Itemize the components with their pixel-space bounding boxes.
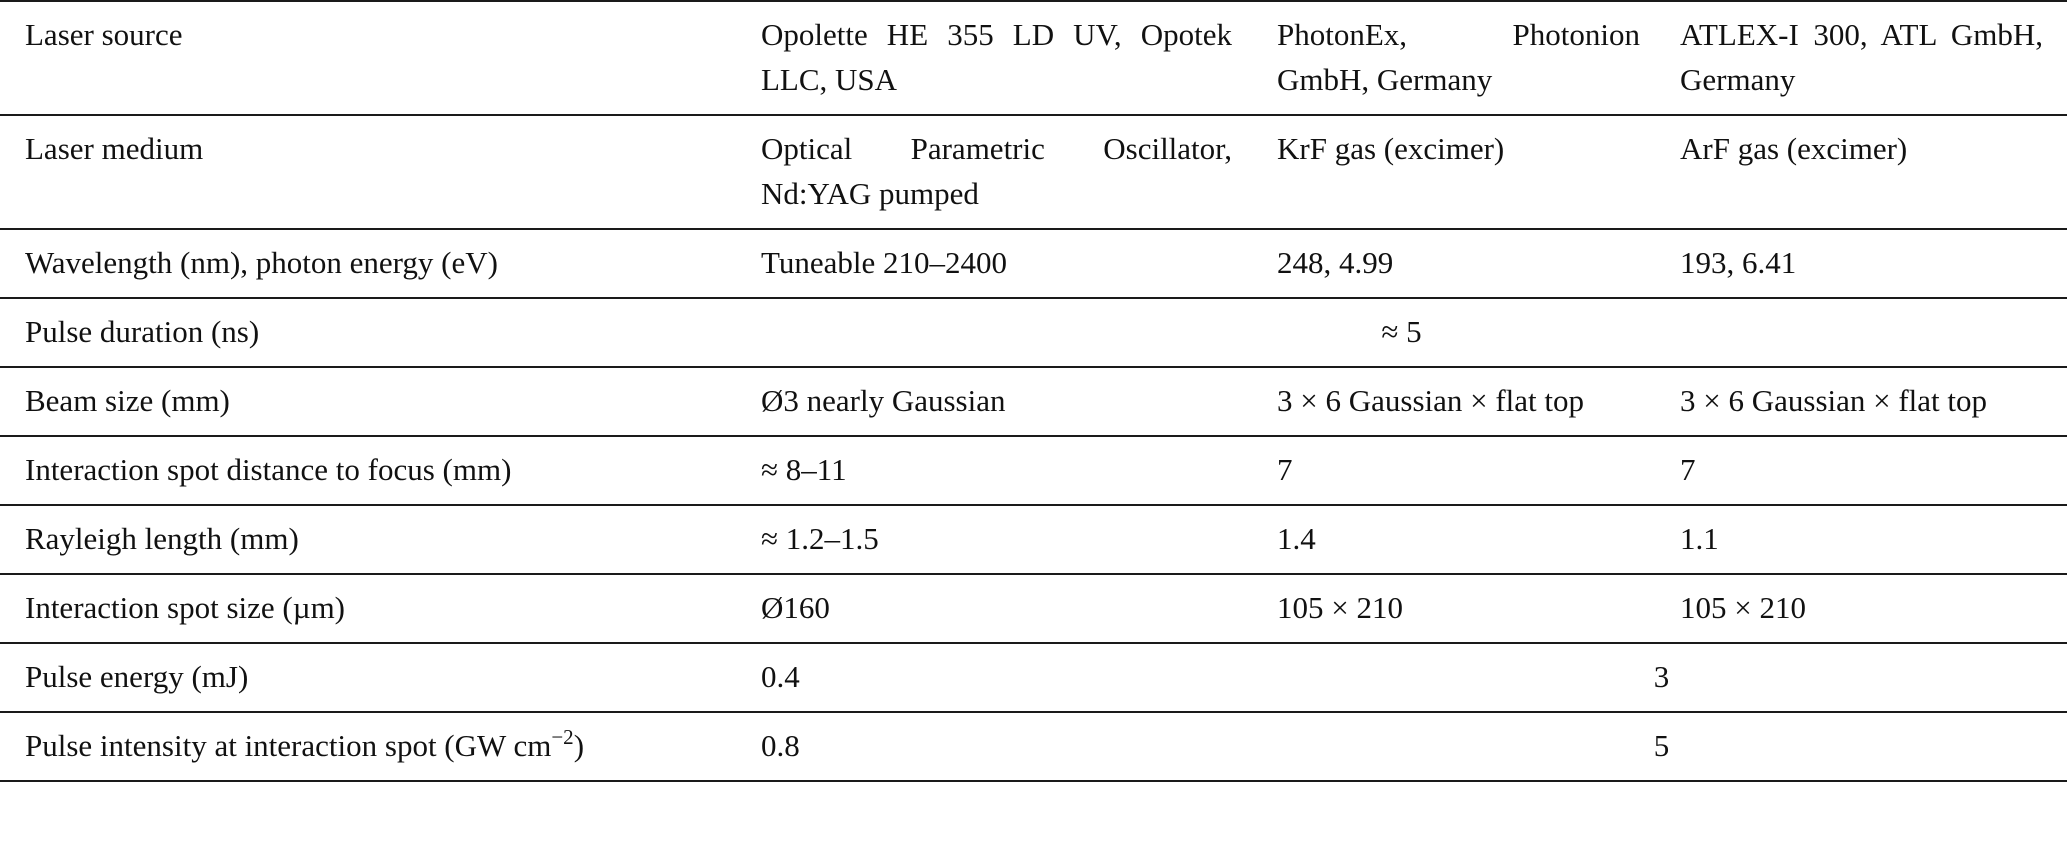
row-label: Laser medium (25, 131, 204, 166)
table-row-laser-source (0, 1, 2067, 115)
table-row-pulse-intensity (0, 712, 2067, 781)
table-row-spot-size (0, 574, 2067, 643)
photonex-cell: 248, 4.99 (1277, 245, 1394, 280)
row-label: Wavelength (nm), photon energy (eV) (25, 245, 498, 280)
table-row-laser-medium (0, 115, 2067, 229)
opolette-cell: Optical Parametric Oscillator, Nd:YAG pumped (761, 131, 1232, 211)
opolette-cell: ≈ 1.2–1.5 (761, 521, 879, 556)
table-row-wavelength (0, 229, 2067, 298)
row-label: Pulse energy (mJ) (25, 659, 249, 694)
photonex-cell: KrF gas (excimer) (1277, 131, 1505, 166)
row-label: Beam size (mm) (25, 383, 230, 418)
photonex-cell: 3 × 6 Gaussian × flat top (1277, 383, 1585, 418)
shared-value-cell: ≈ 5 (1381, 314, 1422, 349)
opolette-cell: 0.4 (761, 659, 800, 694)
row-label: Laser source (25, 17, 183, 52)
row-label: Interaction spot size (µm) (25, 590, 346, 625)
row-label-text: Pulse intensity at interaction spot (GW cm (25, 728, 552, 763)
table-row-pulse-energy (0, 643, 2067, 712)
table-row-beam-size (0, 367, 2067, 436)
row-label-close: ) (573, 728, 585, 763)
photonex-cell: 1.4 (1277, 521, 1316, 556)
atlex-cell: ATLEX-I 300, ATL GmbH, Germany (1680, 17, 2043, 97)
row-label: Pulse duration (ns) (25, 314, 260, 349)
atlex-cell: ArF gas (excimer) (1680, 131, 1908, 166)
opolette-cell: Opolette HE 355 LD UV, Opotek LLC, USA (761, 17, 1232, 97)
photonex-cell: 105 × 210 (1277, 590, 1403, 625)
photonex-cell: PhotonEx, Photonion GmbH, Germany (1277, 17, 1640, 97)
atlex-cell: 1.1 (1680, 521, 1719, 556)
photonex-cell: 7 (1277, 452, 1293, 487)
row-label: Rayleigh length (mm) (25, 521, 299, 556)
opolette-cell: ≈ 8–11 (761, 452, 847, 487)
opolette-cell: Ø160 (761, 590, 830, 625)
opolette-cell: 0.8 (761, 728, 800, 763)
row-label: Interaction spot distance to focus (mm) (25, 452, 512, 487)
table-row-rayleigh-length (0, 505, 2067, 574)
excimer-shared-cell: 5 (1653, 728, 1670, 763)
unit-exponent: −2 (551, 725, 574, 749)
opolette-cell: Ø3 nearly Gaussian (761, 383, 1006, 418)
opolette-cell: Tuneable 210–2400 (761, 245, 1007, 280)
table-row-pulse-duration (0, 298, 2067, 367)
table-row-spot-distance (0, 436, 2067, 505)
atlex-cell: 193, 6.41 (1680, 245, 1797, 280)
excimer-shared-cell: 3 (1653, 659, 1670, 694)
atlex-cell: 105 × 210 (1680, 590, 1806, 625)
atlex-cell: 7 (1680, 452, 1696, 487)
atlex-cell: 3 × 6 Gaussian × flat top (1680, 383, 1988, 418)
row-label (0, 712, 736, 781)
